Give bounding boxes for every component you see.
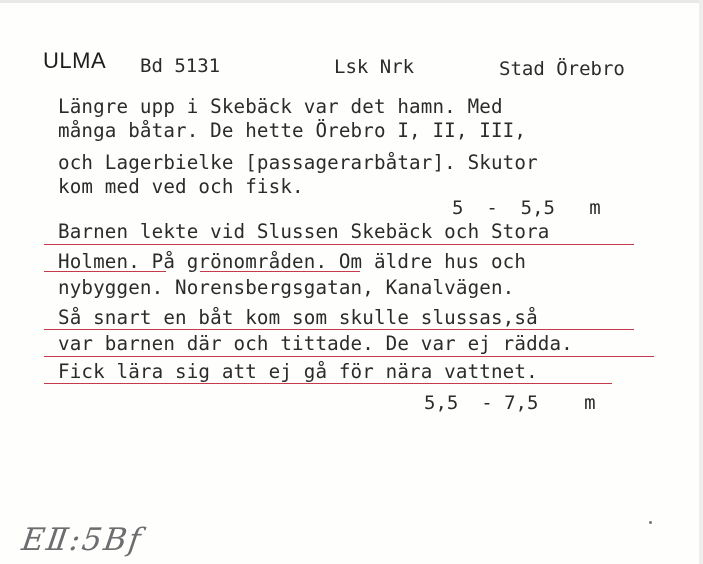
text-line: Längre upp i Skebäck var det hamn. Med: [58, 95, 503, 118]
text-line: Barnen lekte vid Slussen Skebäck och Stora: [58, 220, 550, 243]
card-right-edge: [699, 0, 703, 564]
red-underline: [44, 383, 612, 384]
red-underline: [200, 271, 360, 272]
archive-name: ULMA: [43, 48, 107, 73]
text-line: Så snart en båt kom som skulle slussas,så: [58, 306, 538, 329]
text-line: var barnen där och tittade. De var ej rädda.: [58, 332, 573, 355]
ink-speck: [649, 521, 652, 524]
red-underline: [44, 244, 634, 245]
text-line: kom med ved och fisk.: [58, 175, 304, 198]
red-underline: [44, 271, 166, 272]
text-line: och Lagerbielke [passagerarbåtar]. Skutor: [58, 151, 538, 174]
handwritten-catalog-number: EⅡ:5Bf: [19, 522, 145, 558]
classification-codes: Lsk Nrk: [334, 56, 415, 78]
text-line: många båtar. De hette Örebro I, II, III,: [58, 119, 527, 142]
measurement-range: 5 - 5,5 m: [452, 197, 601, 219]
red-underline: [44, 329, 634, 330]
card-top-edge: [0, 0, 703, 3]
text-line: Holmen. På grönområden. Om äldre hus och: [58, 250, 527, 273]
text-line: Fick lära sig att ej gå för nära vattnet.: [58, 360, 538, 383]
measurement-range: 5,5 - 7,5 m: [424, 392, 596, 414]
text-line: nybyggen. Norensbergsgatan, Kanalvägen.: [58, 276, 515, 299]
red-underline: [44, 356, 654, 357]
place-name: Stad Örebro: [499, 58, 625, 80]
volume-number: Bd 5131: [140, 55, 221, 77]
